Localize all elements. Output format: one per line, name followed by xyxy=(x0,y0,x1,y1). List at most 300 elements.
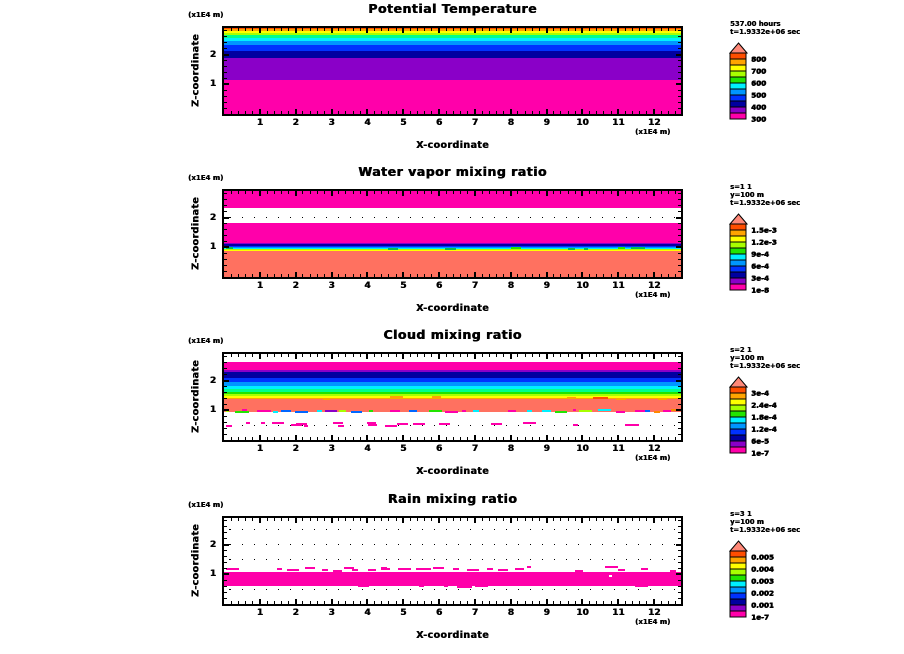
contour-fragment xyxy=(429,410,442,412)
legend-color-box xyxy=(730,224,746,230)
x-tick-top xyxy=(281,518,282,521)
x-tick-top xyxy=(560,354,561,357)
x-tick-bottom xyxy=(331,272,333,277)
x-tick-bottom xyxy=(281,111,282,114)
chart-panel xyxy=(0,326,904,490)
legend-colorbar xyxy=(729,540,748,618)
x-tick-top xyxy=(668,28,669,31)
x-tick-bottom xyxy=(310,601,311,604)
x-tick-bottom xyxy=(396,601,397,604)
x-tick-bottom xyxy=(625,111,626,114)
x-tick-bottom xyxy=(310,111,311,114)
x-tick-bottom xyxy=(317,111,318,114)
x-tick-top xyxy=(288,354,289,357)
x-tick-bottom xyxy=(231,601,232,604)
x-axis-label: X-coordinate xyxy=(416,140,489,151)
x-tick-bottom xyxy=(274,601,275,604)
panel-title: Cloud mixing ratio xyxy=(383,327,522,342)
x-tick-label: 10 xyxy=(576,281,589,291)
contour-fragment xyxy=(542,410,551,412)
y-tick-label: 1 xyxy=(209,569,216,580)
x-tick-bottom xyxy=(510,435,512,440)
x-tick-top xyxy=(295,518,297,523)
y-tick-left xyxy=(224,265,227,266)
legend-color-box xyxy=(730,551,746,557)
contour-fragment xyxy=(527,410,532,412)
x-tick-bottom xyxy=(632,274,633,277)
contour-fragment xyxy=(625,424,639,426)
x-tick-bottom xyxy=(267,601,268,604)
x-tick-bottom xyxy=(381,437,382,440)
x-tick-top xyxy=(446,191,447,194)
y-tick-right xyxy=(676,573,681,575)
x-tick-bottom xyxy=(646,274,647,277)
x-tick-bottom xyxy=(338,437,339,440)
contour-band xyxy=(224,370,681,372)
x-tick-bottom xyxy=(560,274,561,277)
x-tick-bottom xyxy=(575,601,576,604)
y-tick-left xyxy=(224,434,227,435)
x-tick-top xyxy=(532,28,533,31)
y-tick-left xyxy=(224,404,227,405)
contour-fragment xyxy=(473,410,479,412)
x-tick-bottom xyxy=(525,111,526,114)
contour-fragment xyxy=(598,409,612,411)
contour-fragment xyxy=(367,422,377,424)
contour-fragment xyxy=(445,248,456,250)
x-tick-top xyxy=(581,28,583,33)
x-tick-label: 2 xyxy=(292,444,299,454)
legend-color-box xyxy=(730,248,746,254)
x-tick-top xyxy=(668,354,669,357)
x-tick-top xyxy=(338,28,339,31)
contour-band xyxy=(224,35,681,37)
x-tick-top xyxy=(467,354,468,357)
legend-tick-label: 0.004 xyxy=(751,564,774,574)
contour-fragment xyxy=(416,568,430,570)
x-tick-top xyxy=(345,28,346,31)
x-tick-label: 3 xyxy=(328,608,335,618)
y-tick-left xyxy=(224,246,229,248)
contour-fragment xyxy=(445,411,458,413)
x-tick-top xyxy=(575,191,576,194)
contour-band xyxy=(224,244,681,245)
x-tick-label: 6 xyxy=(435,118,443,128)
contour-fragment xyxy=(515,568,524,570)
y-tick-right xyxy=(678,428,681,429)
x-tick-bottom xyxy=(374,274,375,277)
y-tick-right xyxy=(678,434,681,435)
contour-fragment xyxy=(631,247,645,249)
x-tick-top xyxy=(496,354,497,357)
x-tick-top xyxy=(503,518,504,521)
x-tick-bottom xyxy=(568,437,569,440)
x-tick-bottom xyxy=(553,111,554,114)
x-tick-bottom xyxy=(539,111,540,114)
x-tick-top xyxy=(231,28,232,31)
x-tick-bottom xyxy=(366,272,368,277)
x-tick-bottom xyxy=(546,272,548,277)
x-tick-top xyxy=(510,518,512,523)
x-tick-bottom xyxy=(431,437,432,440)
x-tick-bottom xyxy=(288,601,289,604)
x-tick-bottom xyxy=(431,111,432,114)
x-tick-top xyxy=(366,354,368,359)
legend-tick-label: 3e-4 xyxy=(751,388,769,398)
contour-fragment xyxy=(333,570,342,572)
x-tick-bottom xyxy=(438,109,440,114)
contour-fragment xyxy=(439,423,450,425)
x-tick-top xyxy=(374,518,375,521)
y-tick-right xyxy=(678,550,681,551)
x-tick-top xyxy=(460,354,461,357)
x-tick-top xyxy=(446,28,447,31)
x-tick-bottom xyxy=(661,601,662,604)
x-tick-bottom xyxy=(267,437,268,440)
x-tick-bottom xyxy=(288,274,289,277)
x-tick-top xyxy=(410,354,411,357)
contour-fragment xyxy=(322,569,327,571)
y-tick-right xyxy=(678,96,681,97)
x-tick-bottom xyxy=(589,274,590,277)
y-tick-right xyxy=(678,356,681,357)
contour-fragment xyxy=(368,569,376,571)
x-tick-top xyxy=(617,518,619,523)
chart-panel xyxy=(0,490,904,654)
x-tick-bottom xyxy=(295,435,297,440)
x-tick-bottom xyxy=(639,111,640,114)
x-axis-units: (x1E4 m) xyxy=(635,618,671,626)
x-tick-bottom xyxy=(360,601,361,604)
y-tick-right xyxy=(678,90,681,91)
x-tick-bottom xyxy=(653,599,655,604)
y-tick-left xyxy=(224,409,229,411)
x-tick-top xyxy=(295,28,297,33)
legend-tick-label: 600 xyxy=(751,78,767,88)
x-tick-bottom xyxy=(467,601,468,604)
x-tick-bottom xyxy=(460,437,461,440)
x-tick-bottom xyxy=(482,601,483,604)
x-tick-label: 2 xyxy=(292,281,299,291)
legend-color-box xyxy=(730,101,746,107)
x-tick-top xyxy=(625,518,626,521)
contour-fragment xyxy=(462,410,466,412)
contour-fragment xyxy=(663,410,672,412)
contour-fragment xyxy=(467,569,478,571)
x-tick-bottom xyxy=(417,274,418,277)
x-tick-bottom xyxy=(353,437,354,440)
contour-fragment xyxy=(381,567,387,569)
x-tick-top xyxy=(410,191,411,194)
legend-color-box xyxy=(730,260,746,266)
legend-header-line: s=2 1 xyxy=(730,346,752,354)
plot-area xyxy=(222,26,683,116)
x-tick-top xyxy=(360,28,361,31)
legend-color-box xyxy=(730,587,746,593)
x-tick-top xyxy=(267,191,268,194)
x-tick-top xyxy=(366,518,368,523)
x-tick-label: 1 xyxy=(256,118,263,128)
x-tick-top xyxy=(317,354,318,357)
x-tick-top xyxy=(603,28,604,31)
y-axis-units: (x1E4 m) xyxy=(188,501,224,509)
y-tick-left xyxy=(224,550,227,551)
contour-fragment xyxy=(618,569,624,571)
x-tick-top xyxy=(317,191,318,194)
x-tick-bottom xyxy=(517,111,518,114)
x-tick-bottom xyxy=(252,437,253,440)
contour-band xyxy=(224,389,681,392)
y-tick-left xyxy=(224,580,227,581)
x-tick-top xyxy=(546,354,548,359)
x-tick-top xyxy=(611,28,612,31)
x-tick-bottom xyxy=(396,437,397,440)
x-tick-bottom xyxy=(596,274,597,277)
legend-color-box xyxy=(730,71,746,77)
x-tick-top xyxy=(353,28,354,31)
x-tick-bottom xyxy=(402,272,404,277)
x-tick-bottom xyxy=(611,601,612,604)
x-tick-bottom xyxy=(653,435,655,440)
x-tick-bottom xyxy=(517,601,518,604)
x-tick-bottom xyxy=(474,272,476,277)
x-tick-top xyxy=(381,354,382,357)
x-tick-top xyxy=(438,354,440,359)
y-tick-left xyxy=(224,36,227,37)
legend-overflow-triangle xyxy=(730,43,747,53)
x-tick-label: 1 xyxy=(256,444,263,454)
x-tick-top xyxy=(589,354,590,357)
x-tick-bottom xyxy=(525,274,526,277)
x-tick-bottom xyxy=(274,111,275,114)
contour-fragment xyxy=(670,570,676,572)
y-tick-right xyxy=(678,520,681,521)
x-tick-bottom xyxy=(553,601,554,604)
x-tick-top xyxy=(675,354,676,357)
x-tick-bottom xyxy=(460,111,461,114)
x-tick-top xyxy=(581,191,583,196)
y-tick-right xyxy=(678,72,681,73)
x-tick-label: 3 xyxy=(328,118,335,128)
plot-area xyxy=(222,516,683,606)
contour-fragment xyxy=(397,423,408,425)
y-tick-right xyxy=(678,368,681,369)
y-tick-left xyxy=(224,573,229,575)
x-tick-bottom xyxy=(324,111,325,114)
y-tick-left xyxy=(224,592,227,593)
x-tick-top xyxy=(639,354,640,357)
x-tick-label: 9 xyxy=(543,444,550,454)
legend-color-box xyxy=(730,254,746,260)
legend-color-box xyxy=(730,599,746,605)
x-tick-bottom xyxy=(596,111,597,114)
x-tick-top xyxy=(482,191,483,194)
legend-colorbar xyxy=(729,42,748,120)
x-tick-top xyxy=(446,354,447,357)
x-tick-bottom xyxy=(460,601,461,604)
y-tick-left xyxy=(224,356,227,357)
x-tick-bottom xyxy=(381,111,382,114)
y-tick-left xyxy=(224,380,229,382)
panel-title: Water vapor mixing ratio xyxy=(358,164,547,179)
x-tick-label: 11 xyxy=(612,608,625,618)
x-tick-top xyxy=(460,28,461,31)
x-tick-label: 4 xyxy=(364,608,371,618)
x-tick-top xyxy=(632,28,633,31)
legend-header-line: y=100 m xyxy=(730,354,764,362)
x-tick-label: 12 xyxy=(647,118,661,128)
x-tick-bottom xyxy=(668,437,669,440)
y-tick-left xyxy=(224,416,227,417)
x-tick-label: 5 xyxy=(400,608,407,618)
x-tick-bottom xyxy=(596,601,597,604)
x-tick-top xyxy=(617,191,619,196)
contour-fragment xyxy=(305,567,315,569)
y-tick-right xyxy=(678,211,681,212)
contour-band xyxy=(224,394,681,396)
x-tick-top xyxy=(517,354,518,357)
x-tick-bottom xyxy=(245,437,246,440)
legend-color-box xyxy=(730,95,746,101)
x-tick-bottom xyxy=(366,435,368,440)
legend-color-box xyxy=(730,423,746,429)
contour-fragment xyxy=(491,423,503,425)
y-tick-right xyxy=(678,532,681,533)
x-tick-top xyxy=(402,28,404,33)
x-tick-bottom xyxy=(496,437,497,440)
x-tick-top xyxy=(668,191,669,194)
x-tick-bottom xyxy=(510,272,512,277)
y-tick-left xyxy=(224,235,227,236)
y-tick-right xyxy=(678,586,681,587)
y-tick-right xyxy=(678,241,681,242)
y-tick-left xyxy=(224,538,227,539)
x-tick-top xyxy=(661,354,662,357)
contour-fragment xyxy=(567,397,575,399)
x-tick-bottom xyxy=(532,111,533,114)
x-tick-top xyxy=(245,191,246,194)
x-tick-bottom xyxy=(625,601,626,604)
y-tick-right xyxy=(678,30,681,31)
x-tick-bottom xyxy=(417,437,418,440)
x-tick-bottom xyxy=(489,437,490,440)
x-tick-top xyxy=(274,354,275,357)
legend-color-box xyxy=(730,242,746,248)
legend-color-box xyxy=(730,569,746,575)
x-tick-bottom xyxy=(431,274,432,277)
x-tick-bottom xyxy=(345,437,346,440)
legend-color-box xyxy=(730,83,746,89)
x-tick-bottom xyxy=(675,274,676,277)
x-tick-top xyxy=(388,28,389,31)
x-tick-top xyxy=(553,354,554,357)
x-tick-top xyxy=(646,518,647,521)
legend-color-box xyxy=(730,429,746,435)
x-tick-bottom xyxy=(575,437,576,440)
x-tick-top xyxy=(482,518,483,521)
contour-fragment xyxy=(277,568,281,570)
x-tick-bottom xyxy=(639,601,640,604)
contour-fragment xyxy=(635,585,648,587)
x-tick-top xyxy=(560,28,561,31)
y-tick-right xyxy=(678,556,681,557)
x-tick-top xyxy=(267,354,268,357)
x-tick-top xyxy=(653,191,655,196)
x-tick-bottom xyxy=(617,599,619,604)
y-tick-left xyxy=(224,199,227,200)
x-tick-bottom xyxy=(482,437,483,440)
x-tick-top xyxy=(611,518,612,521)
x-tick-bottom xyxy=(489,601,490,604)
x-tick-label: 6 xyxy=(435,608,443,618)
x-tick-top xyxy=(310,518,311,521)
x-tick-bottom xyxy=(581,599,583,604)
contour-fragment xyxy=(573,409,577,411)
x-tick-bottom xyxy=(410,274,411,277)
x-tick-bottom xyxy=(381,601,382,604)
x-tick-top xyxy=(525,518,526,521)
x-tick-top xyxy=(438,28,440,33)
x-tick-top xyxy=(596,191,597,194)
x-tick-bottom xyxy=(553,437,554,440)
x-tick-top xyxy=(489,28,490,31)
x-tick-bottom xyxy=(374,437,375,440)
legend-header-line: y=100 m xyxy=(730,191,764,199)
x-tick-bottom xyxy=(338,274,339,277)
x-tick-top xyxy=(474,354,476,359)
x-tick-top xyxy=(259,354,261,359)
legend-color-box xyxy=(730,266,746,272)
x-tick-bottom xyxy=(259,109,261,114)
x-tick-label: 6 xyxy=(435,281,443,291)
x-tick-top xyxy=(546,518,548,523)
x-tick-top xyxy=(675,28,676,31)
y-tick-left xyxy=(224,72,227,73)
x-tick-top xyxy=(589,191,590,194)
x-tick-label: 9 xyxy=(543,281,550,291)
x-tick-top xyxy=(295,191,297,196)
y-tick-label: 2 xyxy=(209,49,216,60)
contour-fragment xyxy=(584,248,588,250)
x-tick-top xyxy=(496,28,497,31)
x-tick-top xyxy=(438,191,440,196)
x-tick-bottom xyxy=(668,111,669,114)
x-tick-top xyxy=(596,28,597,31)
x-tick-top xyxy=(625,28,626,31)
x-tick-bottom xyxy=(675,437,676,440)
x-tick-top xyxy=(331,354,333,359)
x-tick-bottom xyxy=(575,274,576,277)
x-tick-top xyxy=(603,518,604,521)
x-tick-bottom xyxy=(546,435,548,440)
y-tick-left xyxy=(224,586,227,587)
x-tick-top xyxy=(532,518,533,521)
y-tick-right xyxy=(678,538,681,539)
x-tick-bottom xyxy=(503,274,504,277)
x-tick-label: 8 xyxy=(507,281,514,291)
x-tick-top xyxy=(453,518,454,521)
x-tick-bottom xyxy=(589,437,590,440)
x-tick-label: 1 xyxy=(256,608,263,618)
x-tick-top xyxy=(653,354,655,359)
x-tick-top xyxy=(539,354,540,357)
x-tick-top xyxy=(467,518,468,521)
x-tick-bottom xyxy=(625,274,626,277)
y-tick-right xyxy=(678,386,681,387)
legend-color-box xyxy=(730,284,746,290)
y-tick-left xyxy=(224,78,227,79)
legend-header-line: t=1.9332e+06 sec xyxy=(730,362,800,370)
